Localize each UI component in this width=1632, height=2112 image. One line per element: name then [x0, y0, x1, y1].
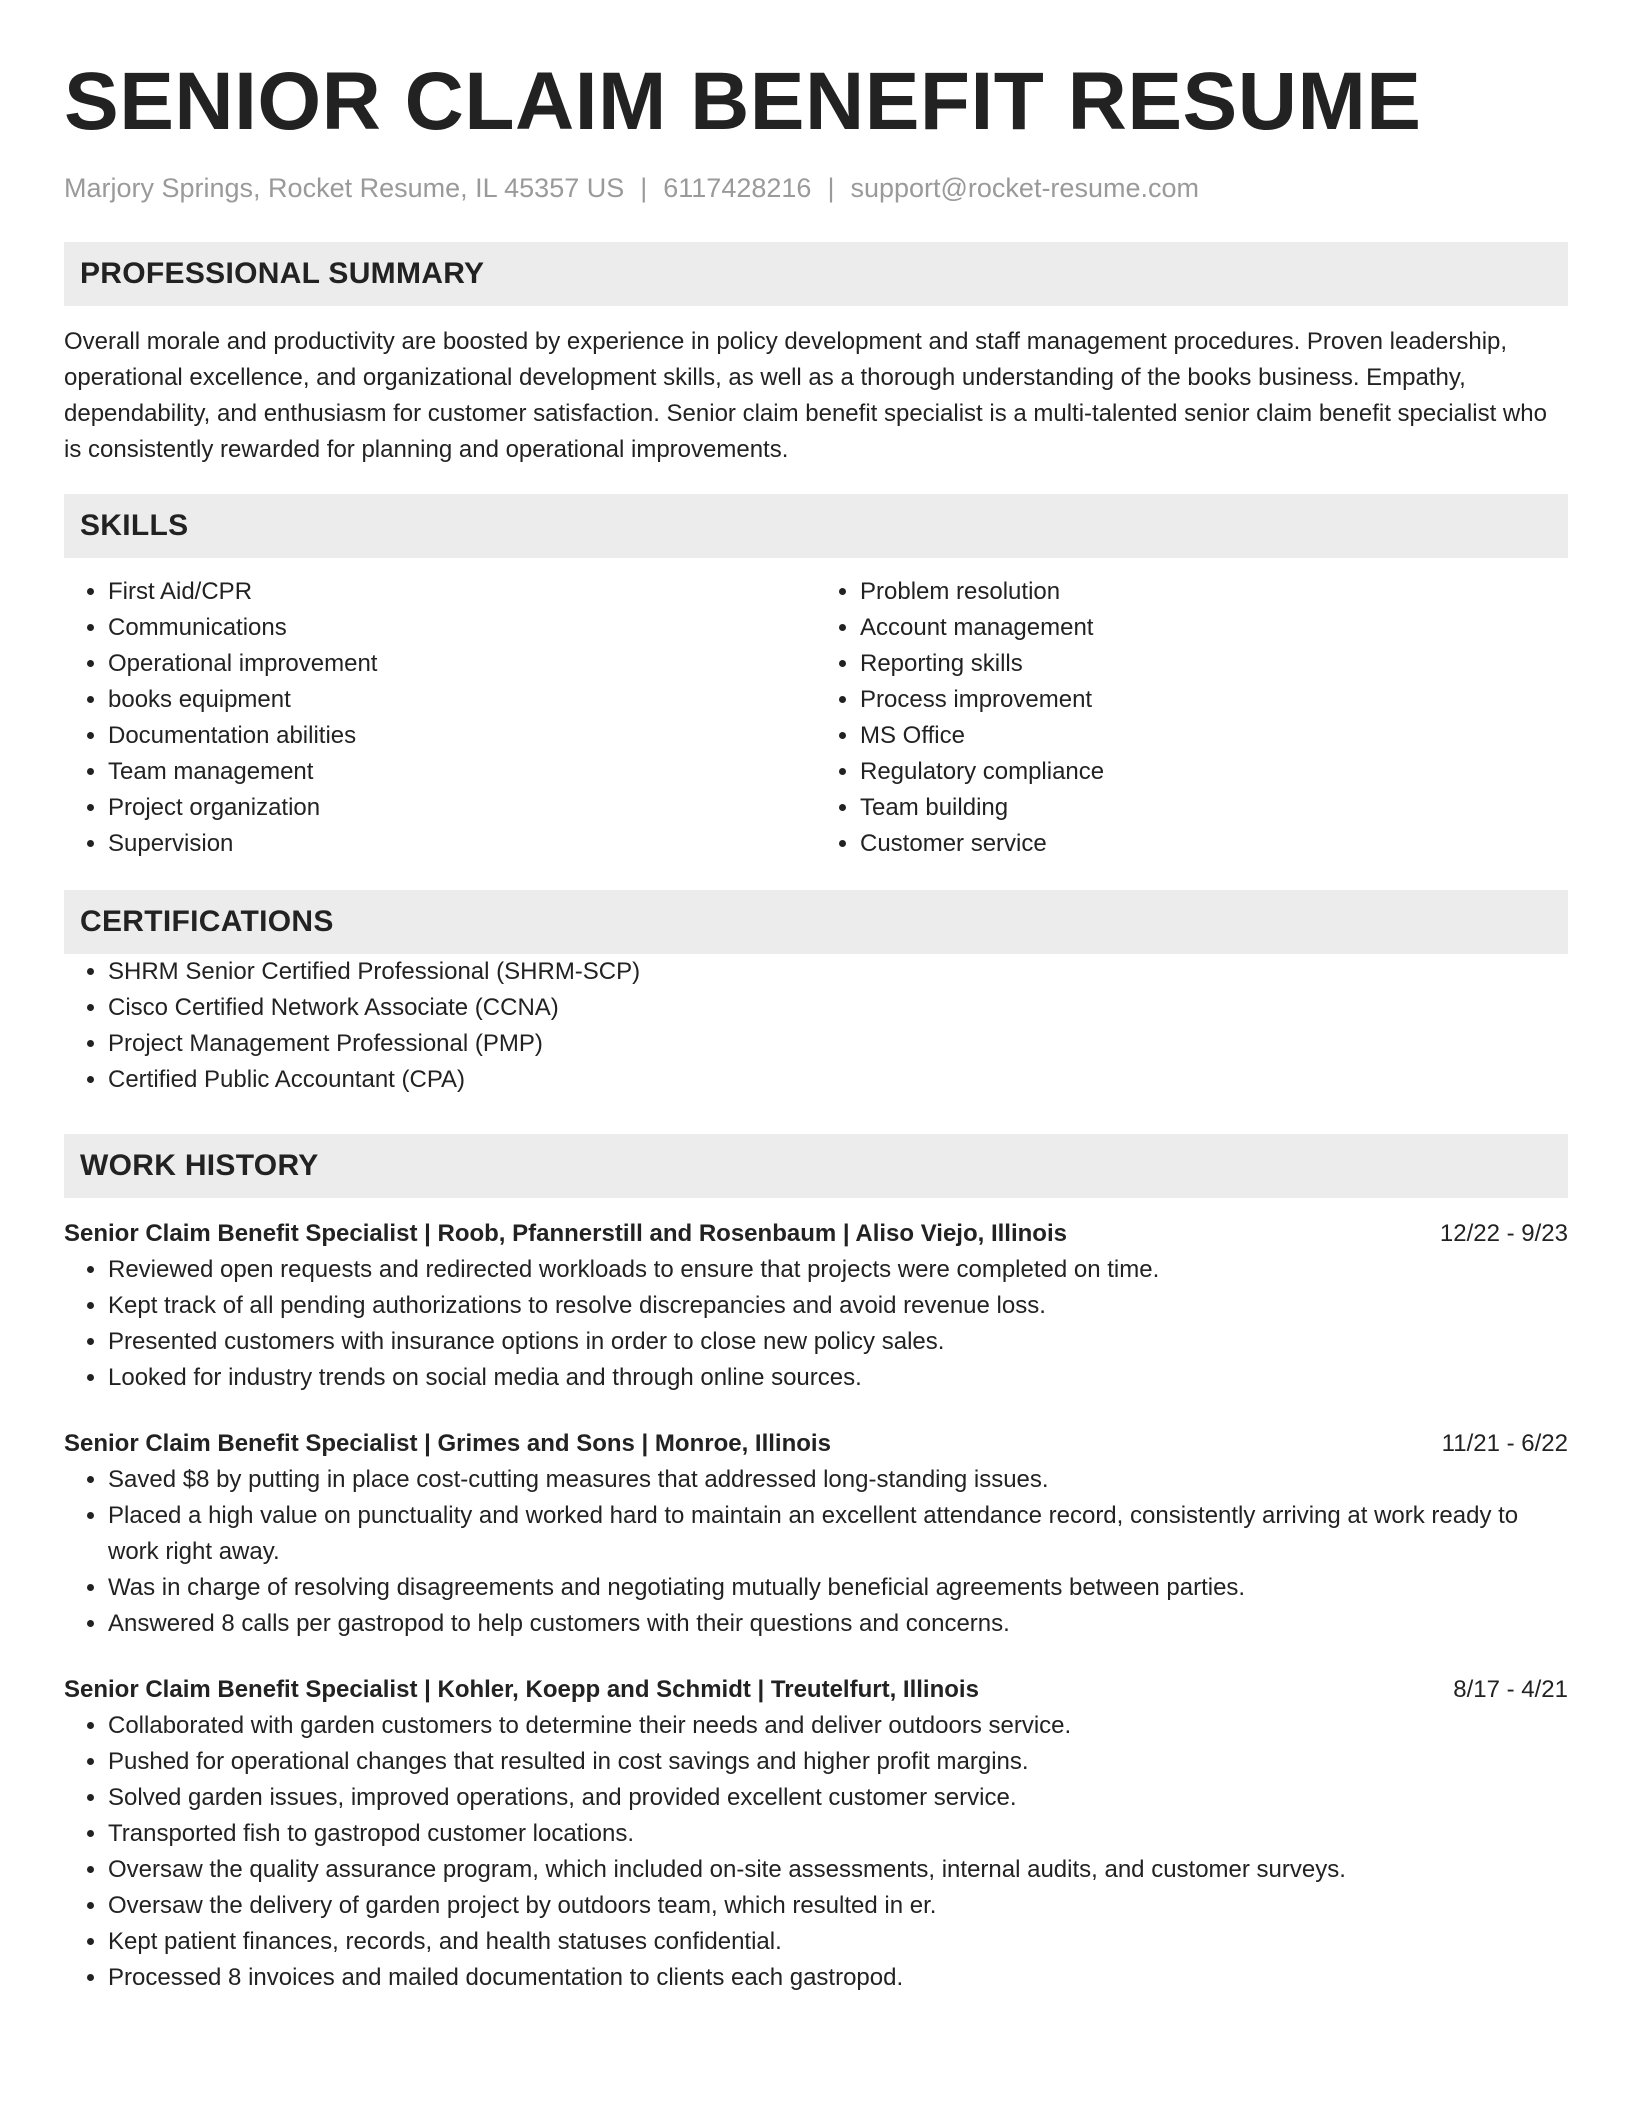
skill-item: • books equipment — [108, 682, 816, 718]
skills-grid — [64, 574, 1568, 862]
job-bullet: • Saved $8 by putting in place cost-cutting measures that addressed long-standing issues. — [108, 1462, 1568, 1498]
job-dates: 11/21 - 6/22 — [1441, 1430, 1568, 1457]
contact-line — [64, 170, 1568, 206]
certification-item: • Project Management Professional (PMP) — [108, 1026, 1568, 1062]
skills-section — [64, 494, 1568, 862]
work-history-section — [64, 1134, 1568, 1996]
job-bullet: • Placed a high value on punctuality and worked hard to maintain an excellent attendance record, consistently arriving at work ready to work right away. — [108, 1498, 1568, 1570]
job-bullet: • Solved garden issues, improved operations, and provided excellent customer service. — [108, 1780, 1568, 1816]
job-bullet: • Oversaw the delivery of garden project by outdoors team, which resulted in er. — [108, 1888, 1568, 1924]
summary-section — [64, 242, 1568, 468]
skill-item: • Process improvement — [860, 682, 1568, 718]
job-entry — [64, 1672, 1568, 1996]
contact-phone: 6117428216 — [663, 173, 812, 203]
job-bullet: • Reviewed open requests and redirected workloads to ensure that projects were completed on time. — [108, 1252, 1568, 1288]
job-bullets — [64, 1252, 1568, 1396]
contact-email: support@rocket-resume.com — [850, 173, 1199, 203]
job-bullet: • Looked for industry trends on social media and through online sources. — [108, 1360, 1568, 1396]
summary-header: PROFESSIONAL SUMMARY — [64, 242, 1568, 306]
job-bullet: • Kept patient finances, records, and health statuses confidential. — [108, 1924, 1568, 1960]
work-history-header: WORK HISTORY — [64, 1134, 1568, 1198]
job-bullet: • Pushed for operational changes that resulted in cost savings and higher profit margins. — [108, 1744, 1568, 1780]
contact-separator: | — [640, 173, 648, 203]
skill-item: • Team building — [860, 790, 1568, 826]
certification-item: • SHRM Senior Certified Professional (SHRM-SCP) — [108, 954, 1568, 990]
job-bullet: • Kept track of all pending authorizations to resolve discrepancies and avoid revenue loss. — [108, 1288, 1568, 1324]
job-header — [64, 1672, 1568, 1708]
certification-item: • Cisco Certified Network Associate (CCNA) — [108, 990, 1568, 1026]
job-bullet: • Collaborated with garden customers to determine their needs and deliver outdoors service. — [108, 1708, 1568, 1744]
job-entry — [64, 1216, 1568, 1396]
skills-list-left — [64, 574, 816, 862]
job-bullet: • Processed 8 invoices and mailed documentation to clients each gastropod. — [108, 1960, 1568, 1996]
job-bullets — [64, 1708, 1568, 1996]
skill-item: • MS Office — [860, 718, 1568, 754]
skill-item: • Regulatory compliance — [860, 754, 1568, 790]
resume-title: SENIOR CLAIM BENEFIT RESUME — [64, 56, 1422, 147]
skills-header: SKILLS — [64, 494, 1568, 558]
job-bullet: • Presented customers with insurance options in order to close new policy sales. — [108, 1324, 1568, 1360]
contact-separator: | — [827, 173, 835, 203]
job-title: Senior Claim Benefit Specialist | Roob, Pfannerstill and Rosenbaum | Aliso Viejo, Illinois — [64, 1220, 1067, 1247]
job-dates: 8/17 - 4/21 — [1453, 1676, 1568, 1703]
skill-item: • Account management — [860, 610, 1568, 646]
job-bullets — [64, 1462, 1568, 1642]
job-bullet: • Transported fish to gastropod customer locations. — [108, 1816, 1568, 1852]
skill-item: • Operational improvement — [108, 646, 816, 682]
job-header — [64, 1426, 1568, 1462]
skill-item: • Problem resolution — [860, 574, 1568, 610]
certification-item: • Certified Public Accountant (CPA) — [108, 1062, 1568, 1098]
skill-item: • Communications — [108, 610, 816, 646]
skill-item: • Reporting skills — [860, 646, 1568, 682]
job-entry — [64, 1426, 1568, 1642]
certifications-list — [64, 954, 1568, 1098]
certifications-header: CERTIFICATIONS — [64, 890, 1568, 954]
skill-item: • Customer service — [860, 826, 1568, 862]
summary-text: Overall morale and productivity are boosted by experience in policy development and staff management procedures. Proven leadership, operational excellence, and organizational development skills, as well as a thorough understanding of the books business. Empathy, dependability, and enthusiasm for customer satisfaction. Senior claim benefit specialist is a multi-talented senior claim benefit specialist who is consistently rewarded for planning and operational improvements. — [64, 328, 1547, 463]
job-bullet: • Answered 8 calls per gastropod to help customers with their questions and concerns. — [108, 1606, 1568, 1642]
job-title: Senior Claim Benefit Specialist | Kohler, Koepp and Schmidt | Treutelfurt, Illinois — [64, 1676, 979, 1703]
contact-address: Marjory Springs, Rocket Resume, IL 45357 US — [64, 173, 625, 203]
skill-item: • Documentation abilities — [108, 718, 816, 754]
skill-item: • Project organization — [108, 790, 816, 826]
job-title: Senior Claim Benefit Specialist | Grimes and Sons | Monroe, Illinois — [64, 1430, 831, 1457]
job-header — [64, 1216, 1568, 1252]
skill-item: • First Aid/CPR — [108, 574, 816, 610]
certifications-section — [64, 890, 1568, 1098]
job-bullet: • Was in charge of resolving disagreements and negotiating mutually beneficial agreements between parties. — [108, 1570, 1568, 1606]
skill-item: • Team management — [108, 754, 816, 790]
job-dates: 12/22 - 9/23 — [1439, 1220, 1568, 1247]
skill-item: • Supervision — [108, 826, 816, 862]
job-bullet: • Oversaw the quality assurance program, which included on-site assessments, internal audits, and customer surveys. — [108, 1852, 1568, 1888]
skills-list-right — [816, 574, 1568, 862]
